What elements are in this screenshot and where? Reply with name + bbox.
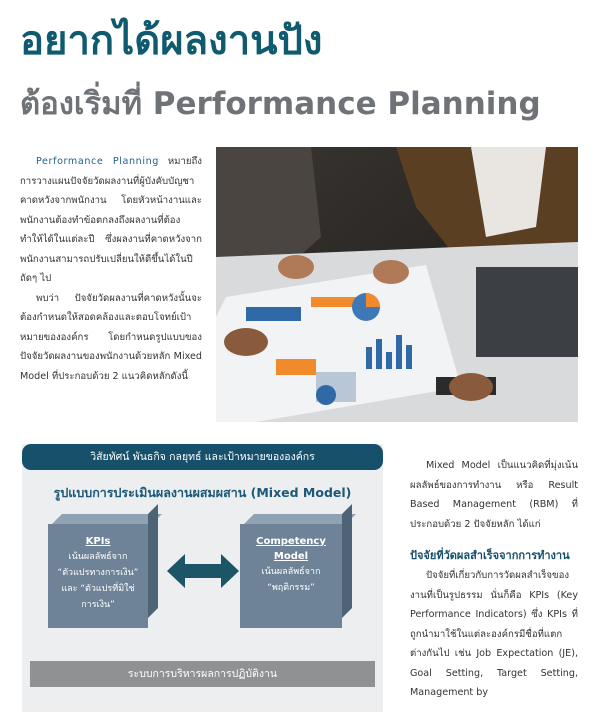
intro-paragraph [20,152,202,289]
kpis-line-4: การเงิน” [81,600,115,610]
kpis-box-side [148,504,158,618]
competency-heading-1: Competency [256,536,326,547]
performance-management-system-bar: ระบบการบริหารผลการปฏิบัติงาน [30,661,375,687]
performance-planning-term: Performance Planning [36,156,159,167]
kpis-box-top [52,514,162,524]
competency-box-side [342,504,352,618]
competency-line-1: เน้นผลลัพธ์จาก [261,567,321,577]
second-paragraph: พบว่า ปัจจัยวัดผลงานที่คาดหวังนั้นจะต้องกำหนดให้สอดคล้องและตอบโจทย์เป้าหมายขององค์กร โดยกำหนดรูปแบบของปัจจัยวัดผลงานของพนักงานด้วยหลัก Mixed Model ที่ประกอบด้วย 2 แนวคิดหลักดังนี้ [20,292,202,382]
success-factors-heading: ปัจจัยที่วัดผลสำเร็จจากการทำงาน [410,549,570,562]
mixed-model-diagram [22,444,383,712]
kpis-line-2: “ตัวแปรทางการเงิน” [57,568,139,578]
organization-goals-banner: วิสัยทัศน์ พันธกิจ กลยุทธ์ และเป้าหมายขององค์กร [22,444,383,470]
kpis-line-3: และ “ตัวแปรที่มิใช่ [61,584,135,594]
intro-paragraph-text: หมายถึง การวางแผนปัจจัยวัดผลงานที่ผู้บังคับบัญชาคาดหวังจากพนักงาน โดยหัวหน้างานและพนักงานต้องทำข้อตกลงถึงผลงานที่ต้องทำให้ได้ในแต่ละปี ซึ่งผลงานที่คาดหวังจากพนักงานสามารถปรับเปลี่ยนให้ดีขึ้นได้ในปีถัดๆ ไป [20,156,202,284]
left-text-column [20,152,202,386]
kpis-heading: KPIs [85,536,111,547]
right-text-column [410,456,578,703]
mixed-model-paragraph: Mixed Model เป็นแนวคิดที่มุ่งเน้นผลลัพธ์ของการทำงาน หรือ Result Based Management (RBM) ที่ประกอบด้วย 2 ปัจจัยหลัก ได้แก่ [410,460,578,530]
mixed-model-title: รูปแบบการประเมินผลงานผสมผสาน (Mixed Model) [53,485,352,500]
competency-heading-2: Model [273,551,309,562]
kpis-box [48,524,148,628]
competency-box [240,524,342,628]
page-title: อยากได้ผลงานปัง [20,18,323,64]
double-arrow-icon [167,554,239,588]
competency-line-2: “พฤติกรรม” [267,583,315,593]
competency-box-top [244,514,356,524]
kpi-paragraph: ปัจจัยที่เกี่ยวกับการวัดผลสำเร็จของงานที่เป็นรูปธรรม นั่นก็คือ KPIs (Key Performance Indicators) ซึ่ง KPIs ที่ถูกนำมาใช้ในแต่ละองค์กรมีชื่อที่แตกต่างกันไป เช่น Job Expectation (JE), Goal Setting, Target Setting, Management by [410,570,578,698]
business-meeting-photo [216,147,578,422]
page-subtitle: ต้องเริ่มที่ Performance Planning [20,86,541,122]
kpis-line-1: เน้นผลลัพธ์จาก [68,552,128,562]
